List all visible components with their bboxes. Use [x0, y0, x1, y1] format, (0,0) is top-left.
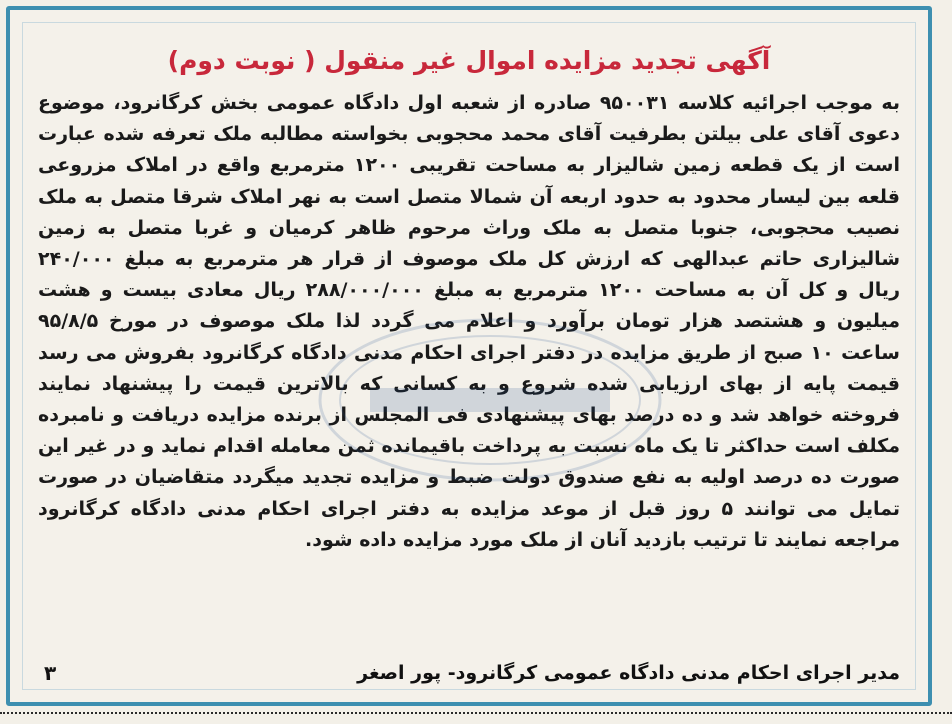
bottom-divider — [0, 712, 952, 714]
notice-code: ۳ — [44, 661, 57, 685]
notice-frame — [6, 6, 932, 706]
notice-signature: مدیر اجرای احکام مدنی دادگاه عمومی کرگانرود- پور اصغر — [357, 662, 900, 684]
signature-row — [38, 658, 900, 690]
notice-body: به موجب اجرائیه کلاسه ۹۵۰۰۳۱ صادره از شعبه اول دادگاه عمومی بخش کرگانرود، موضوع دعوی آقای علی بیلتن بطرفیت آقای محمد محجوبی بخواسته مطالبه ملک تعرفه شده عبارت است از یک قطعه زمین شالیزار به مساحت تقریبی ۱۲۰۰ مترمربع واقع در املاک مزروعی قلعه بین لیسار محدود به حدود اربعه آن شمالا متصل است به نهر املاک شرقا متصل به ملک نصیب محجوبی، جنوبا متصل به ملک وراث مرحوم ظاهر کرمیان و غربا متصل به زمین شالیزاری حاتم عبدالهی که ارزش کل ملک موصوف از قرار هر مترمربع به مبلغ ۲۴۰/۰۰۰ ریال و کل آن به مساحت ۱۲۰۰ مترمربع به مبلغ ۲۸۸/۰۰۰/۰۰۰ ریال معادی بیست و هشت میلیون و هشتصد هزار تومان برآورد و اعلام می گردد لذا ملک موصوف در مورخ ۹۵/۸/۵ ساعت ۱۰ صبح از طریق مزایده در دفتر اجرای احکام مدنی دادگاه کرگانرود بفروش می رسد قیمت پایه از بهای ارزیابی شده شروع و به کسانی که بالاترین قیمت را پیشنهاد نمایند فروخته خواهد شد و ده درصد بهای پیشنهادی فی المجلس از برنده مزایده دریافت و نامبرده مکلف است حداکثر تا یک ماه نسبت به پرداخت باقیمانده ثمن معامله اقدام نماید و در غیر این صورت ده درصد اولیه به نفع صندوق دولت ضبط و مزایده تجدید میگردد متقاضیان در صورت تمایل می توانند ۵ روز قبل از موعد مزایده به دفتر اجرای احکام مدنی دادگاه کرگانرود مراجعه نمایند تا ترتیب بازدید آنان از ملک مورد مزایده داده شود. — [38, 92, 901, 551]
notice-title: آگهی تجدید مزایده اموال غیر منقول ( نوبت دوم) — [167, 46, 771, 75]
